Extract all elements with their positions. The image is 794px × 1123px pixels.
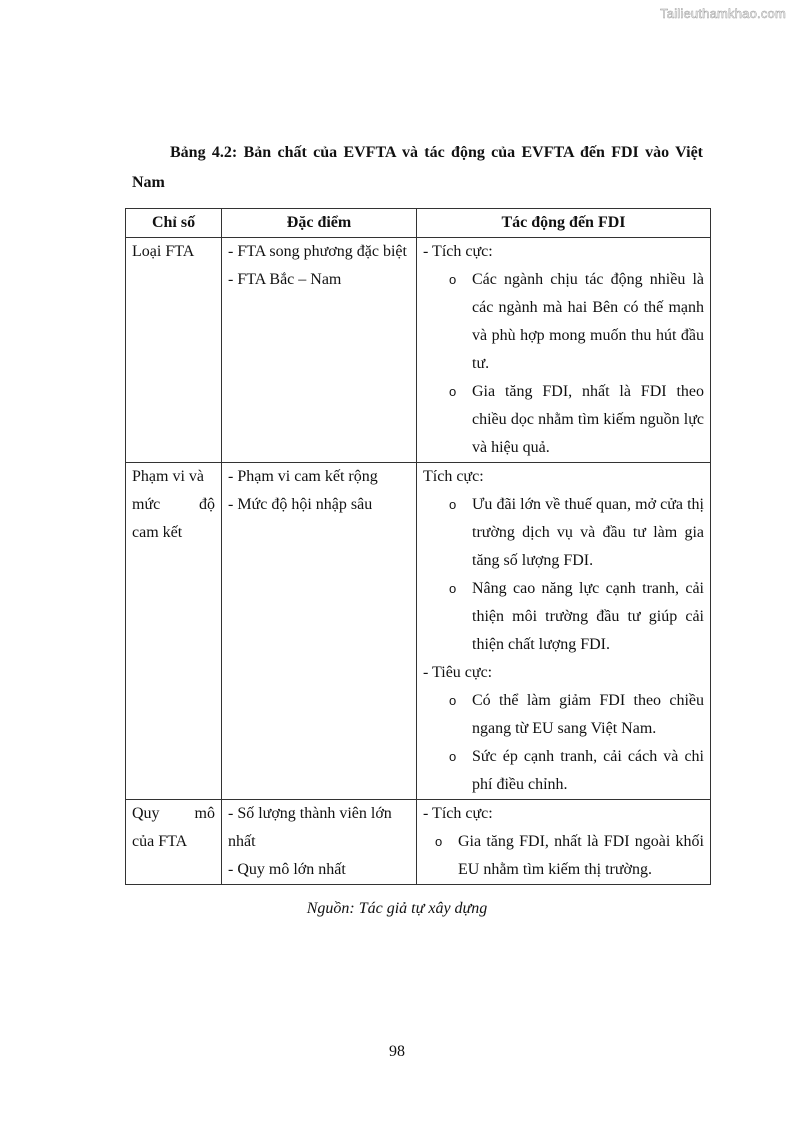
bullet-icon: o (449, 749, 457, 764)
indicator-cell (126, 463, 222, 800)
table-header-row (126, 209, 711, 238)
impact-list (423, 687, 704, 799)
impact-text: Ưu đãi lớn về thuế quan, mở cửa thị trường dịch vụ và đầu tư làm gia tăng số lượng FDI. (472, 496, 704, 569)
indicator-cell (126, 800, 222, 885)
bullet-icon: o (449, 384, 457, 399)
table-caption: Bảng 4.2: Bản chất của EVFTA và tác động của EVFTA đến FDI vào Việt Nam (132, 144, 703, 191)
watermark: Tailieuthamkhao.com (660, 6, 786, 21)
list-item (423, 828, 704, 884)
impact-text: Gia tăng FDI, nhất là FDI theo chiều dọc nhằm tìm kiếm nguồn lực và hiệu quả. (472, 383, 704, 456)
features-cell (222, 463, 417, 800)
list-item (423, 491, 704, 575)
indicator-word: Quy (132, 805, 160, 822)
list-item (423, 687, 704, 743)
impact-cell (417, 800, 711, 885)
list-item (423, 575, 704, 659)
features-cell (222, 800, 417, 885)
bullet-icon: o (435, 834, 443, 849)
table-row (126, 800, 711, 885)
feature-item: - FTA song phương đặc biệt (228, 243, 407, 260)
indicator-cell (126, 238, 222, 463)
list-item (423, 743, 704, 799)
bullet-icon: o (449, 693, 457, 708)
header-features: Đặc điểm (222, 209, 417, 238)
impact-cell (417, 238, 711, 463)
impact-list (423, 491, 704, 659)
feature-item: - Số lượng thành viên lớn nhất (228, 805, 392, 850)
indicator-label: Loại FTA (132, 243, 195, 260)
bullet-icon: o (449, 272, 457, 287)
feature-item: - Mức độ hội nhập sâu (228, 496, 373, 513)
source-note: Nguồn: Tác giả tự xây dựng (306, 900, 488, 917)
table-row (126, 238, 711, 463)
indicator-word: mức (132, 496, 161, 513)
list-item (423, 266, 704, 378)
indicator-word: độ (199, 496, 215, 513)
impact-heading: - Tích cực: (423, 243, 493, 260)
impact-text: Có thể làm giảm FDI theo chiều ngang từ EU sang Việt Nam. (472, 692, 704, 737)
list-item (423, 378, 704, 462)
indicator-line: của FTA (132, 833, 188, 850)
impact-list (423, 266, 704, 462)
page-number: 98 (389, 1043, 405, 1060)
feature-item: - FTA Bắc – Nam (228, 271, 342, 288)
indicator-line: Phạm vi và (132, 468, 204, 485)
indicator-word: mô (194, 805, 215, 822)
indicator-line (132, 491, 215, 519)
indicator-line: cam kết (132, 524, 183, 541)
table-row (126, 463, 711, 800)
evfta-table (125, 208, 711, 885)
impact-heading: Tích cực: (423, 468, 484, 485)
impact-heading: - Tiêu cực: (423, 664, 493, 681)
bullet-icon: o (449, 581, 457, 596)
features-cell (222, 238, 417, 463)
header-impact: Tác động đến FDI (417, 209, 711, 238)
impact-text: Sức ép cạnh tranh, cải cách và chi phí điều chỉnh. (472, 748, 704, 793)
impact-text: Gia tăng FDI, nhất là FDI ngoài khối EU nhằm tìm kiếm thị trường. (458, 833, 704, 878)
impact-text: Nâng cao năng lực cạnh tranh, cải thiện môi trường đầu tư giúp cải thiện chất lượng FDI. (472, 580, 704, 653)
impact-list (423, 828, 704, 884)
header-indicator: Chỉ số (126, 209, 222, 238)
bullet-icon: o (449, 497, 457, 512)
impact-text: Các ngành chịu tác động nhiều là các ngành mà hai Bên có thế mạnh và phù hợp mong muốn thu hút đầu tư. (472, 271, 704, 372)
feature-item: - Phạm vi cam kết rộng (228, 468, 378, 485)
indicator-line (132, 800, 215, 828)
impact-cell (417, 463, 711, 800)
feature-item: - Quy mô lớn nhất (228, 861, 346, 878)
impact-heading: - Tích cực: (423, 805, 493, 822)
